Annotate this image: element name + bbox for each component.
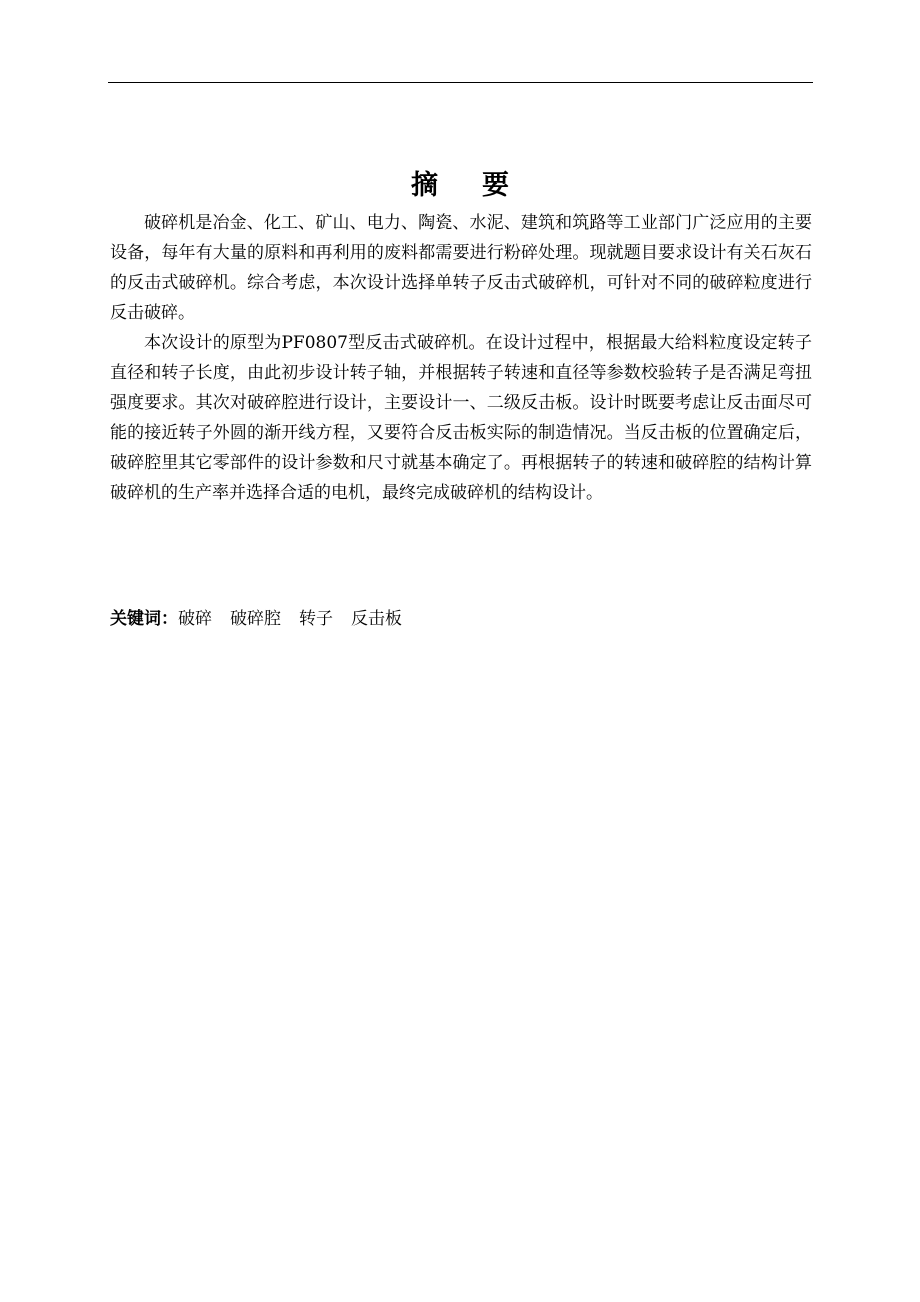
keywords-line	[110, 604, 812, 634]
keyword-item: 转子	[299, 609, 333, 629]
keyword-item: 反击板	[351, 609, 402, 629]
header-rule	[108, 82, 813, 83]
abstract-body	[110, 208, 812, 508]
abstract-paragraph-1: 破碎机是冶金、化工、矿山、电力、陶瓷、水泥、建筑和筑路等工业部门广泛应用的主要设备，每年有大量的原料和再利用的废料都需要进行粉碎处理。现就题目要求设计有关石灰石的反击式破碎机。综合考虑，本次设计选择单转子反击式破碎机，可针对不同的破碎粒度进行反击破碎。	[110, 213, 812, 323]
keywords-label: 关键词：	[110, 609, 178, 629]
title-char-2: 要	[482, 170, 509, 201]
abstract-paragraph-2: 本次设计的原型为PF0807型反击式破碎机。在设计过程中，根据最大给料粒度设定转子直径和转子长度，由此初步设计转子轴，并根据转子转速和直径等参数校验转子是否满足弯扭强度要求。其次对破碎腔进行设计，主要设计一、二级反击板。设计时既要考虑让反击面尽可能的接近转子外圆的渐开线方程，又要符合反击板实际的制造情况。当反击板的位置确定后，破碎腔里其它零部件的设计参数和尺寸就基本确定了。再根据转子的转速和破碎腔的结构计算破碎机的生产率并选择合适的电机，最终完成破碎机的结构设计。	[110, 333, 812, 503]
page-title	[0, 166, 920, 206]
keyword-item: 破碎腔	[230, 609, 281, 629]
title-char-1: 摘	[411, 170, 438, 201]
keyword-item: 破碎	[178, 609, 212, 629]
